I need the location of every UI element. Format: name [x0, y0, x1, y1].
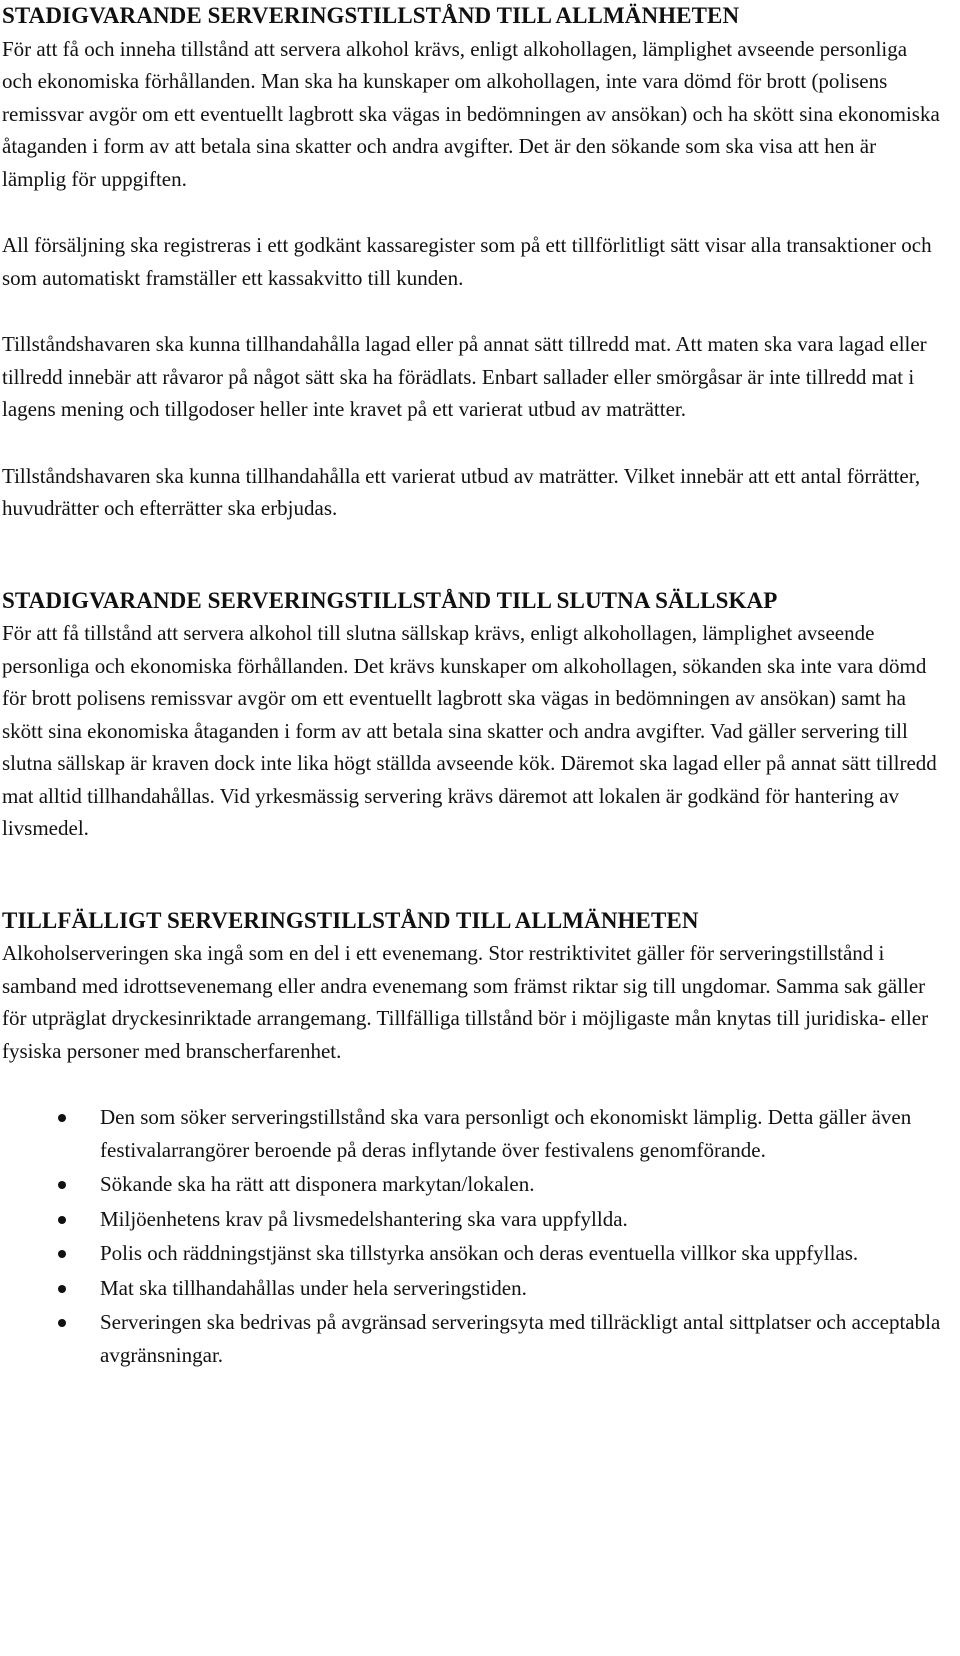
- section-stadigvarande-slutna-sallskap: [2, 585, 942, 845]
- section-stadigvarande-allmanheten: [2, 0, 942, 525]
- list-item-text: Miljöenhetens krav på livsmedelshantering ska vara uppfyllda.: [100, 1206, 628, 1231]
- list-item: [2, 1168, 942, 1201]
- paragraph: Tillståndshavaren ska kunna tillhandahålla ett varierat utbud av maträtter. Vilket innebär att ett antal förrätter, huvudrätter och efterrätter ska erbjudas.: [2, 463, 921, 520]
- bullet-icon: [58, 1250, 66, 1258]
- list-item: [2, 1203, 942, 1236]
- bullet-icon: [58, 1181, 66, 1189]
- bullet-icon: [58, 1285, 66, 1293]
- list-item: [2, 1101, 942, 1166]
- section-heading: TILLFÄLLIGT SERVERINGSTILLSTÅND TILL ALLMÄNHETEN: [2, 907, 699, 933]
- list-item-text: Serveringen ska bedrivas på avgränsad serveringsyta med tillräckligt antal sittplatser och acceptabla avgränsningar.: [100, 1310, 941, 1367]
- paragraph: Tillståndshavaren ska kunna tillhandahålla lagad eller på annat sätt tillredd mat. Att maten ska vara lagad eller tillredd innebär att råvaror på något sätt ska ha förädlats. Enbart sallader eller smörgåsar är inte tillredd mat i lagens mening och tillgodoser heller inte kravet på ett varierat utbud av maträtter.: [2, 332, 927, 421]
- list-item-text: Den som söker serveringstillstånd ska vara personligt och ekonomiskt lämplig. Detta gäller även festivalarrangörer beroende på deras inflytande över festivalens genomförande.: [100, 1105, 912, 1162]
- section-tillfalligt-allmanheten: [2, 905, 942, 1372]
- section-heading: STADIGVARANDE SERVERINGSTILLSTÅND TILL SLUTNA SÄLLSKAP: [2, 587, 778, 613]
- list-item-text: Sökande ska ha rätt att disponera markytan/lokalen.: [100, 1172, 535, 1196]
- section-heading: STADIGVARANDE SERVERINGSTILLSTÅND TILL ALLMÄNHETEN: [2, 3, 740, 28]
- bullet-icon: [58, 1216, 66, 1224]
- list-item: [2, 1237, 942, 1270]
- paragraph: Alkoholserveringen ska ingå som en del i ett evenemang. Stor restriktivitet gäller för serveringstillstånd i samband med idrottsevenemang eller andra evenemang som främst riktar sig till ungdomar. Samma sak gäller för utpräglat dryckesinriktade arrangemang. Tillfälliga tillstånd bör i möjligaste mån knytas till juridiska- eller fysiska personer med branscherfarenhet.: [2, 941, 929, 1063]
- paragraph: All försäljning ska registreras i ett godkänt kassaregister som på ett tillförlitligt sätt visar alla transaktioner och som automatiskt framställer ett kassakvitto till kunden.: [2, 233, 932, 290]
- bullet-icon: [58, 1319, 66, 1327]
- paragraph: För att få tillstånd att servera alkohol till slutna sällskap krävs, enligt alkohollagen, lämplighet avseende personliga och ekonomiska förhållanden. Det krävs kunskaper om alkohollagen, sökanden ska inte vara dömd för brott polisens remissvar avgör om ett eventuellt lagbrott ska vägas in bedömningen av ansökan) samt ha skött sina ekonomiska åtaganden i form av att betala sina skatter och andra avgifter. Vad gäller servering till slutna sällskap är kraven dock inte lika högt ställda avseende kök. Däremot ska lagad eller på annat sätt tillredd mat alltid tillhandahållas. Vid yrkesmässig servering krävs däremot att lokalen är godkänd för hantering av livsmedel.: [2, 621, 937, 840]
- document-page: [2, 0, 942, 1373]
- requirements-list: [2, 1101, 942, 1371]
- list-item-text: Polis och räddningstjänst ska tillstyrka ansökan och deras eventuella villkor ska uppfyllas.: [100, 1241, 859, 1265]
- list-item: [2, 1306, 942, 1371]
- list-item-text: Mat ska tillhandahållas under hela serveringstiden.: [100, 1275, 527, 1300]
- paragraph: För att få och inneha tillstånd att servera alkohol krävs, enligt alkohollagen, lämplighet avseende personliga och ekonomiska förhållanden. Man ska ha kunskaper om alkohollagen, inte vara dömd för brott (polisens remissvar avgör om ett eventuellt lagbrott ska vägas in bedömningen av ansökan) och ha skött sina ekonomiska åtaganden i form av att betala sina skatter och andra avgifter. Det är den sökande som ska visa att hen är lämplig för uppgiften.: [2, 36, 940, 191]
- list-item: [2, 1272, 942, 1305]
- bullet-icon: [58, 1114, 66, 1122]
